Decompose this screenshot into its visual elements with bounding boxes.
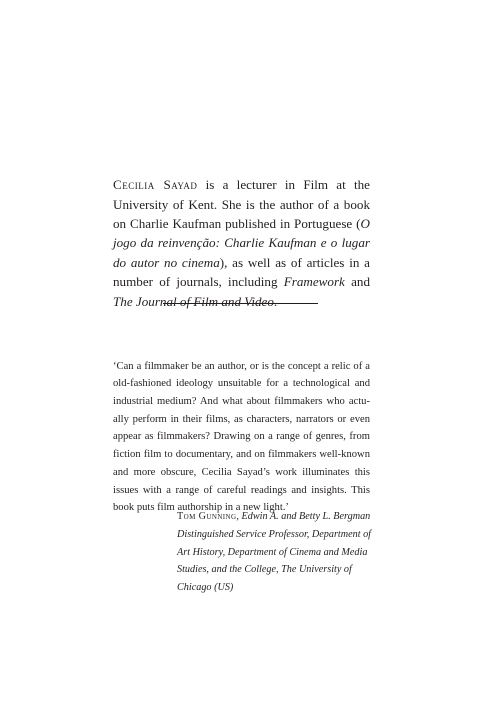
endorsement-attribution — [177, 508, 371, 597]
endorsement-quote: ‘Can a filmmaker be an author, or is the concept a relic of a old-fashioned ideology unsuitable for a technological and industrial medium? And what about filmmakers who actually perform in their films, as characters, narrators or even appear as filmmakers? Drawing on a range of genres, from fiction film to documentary, and on filmmakers well-known and more obscure, Cecilia Sayad’s work illuminates this issues with a range of careful readings and insights. This book puts film authorship in a new light.’ — [113, 360, 370, 514]
journal-framework: Framework — [283, 274, 345, 290]
attribution-name: Tom Gunning — [177, 511, 237, 523]
attribution-affiliation: , Edwin A. and Betty L. Bergman Distinguished Service Professor, Department of Art History, Department of Cinema and Media Studies, and the College, The University of Chicago (US) — [177, 511, 372, 593]
bio-text-2: ), as well as of articles in a number of journals, including — [113, 254, 370, 290]
author-bio — [113, 175, 370, 311]
bio-text-1: is a lecturer in Film at the University of Kent. She is the author of a book on Charlie Kaufman published in Portuguese ( — [113, 177, 370, 231]
author-name: Cecilia Sayad — [113, 177, 198, 193]
book-title: O jogo da reinvenção: Charlie Kaufman e o lugar do autor no cinema — [113, 215, 370, 270]
bio-text-4: . — [273, 293, 278, 309]
divider-rule — [163, 303, 318, 304]
journal-film-and-video: The Journal of Film and Video — [113, 293, 274, 309]
bio-text-3: and — [344, 274, 370, 290]
